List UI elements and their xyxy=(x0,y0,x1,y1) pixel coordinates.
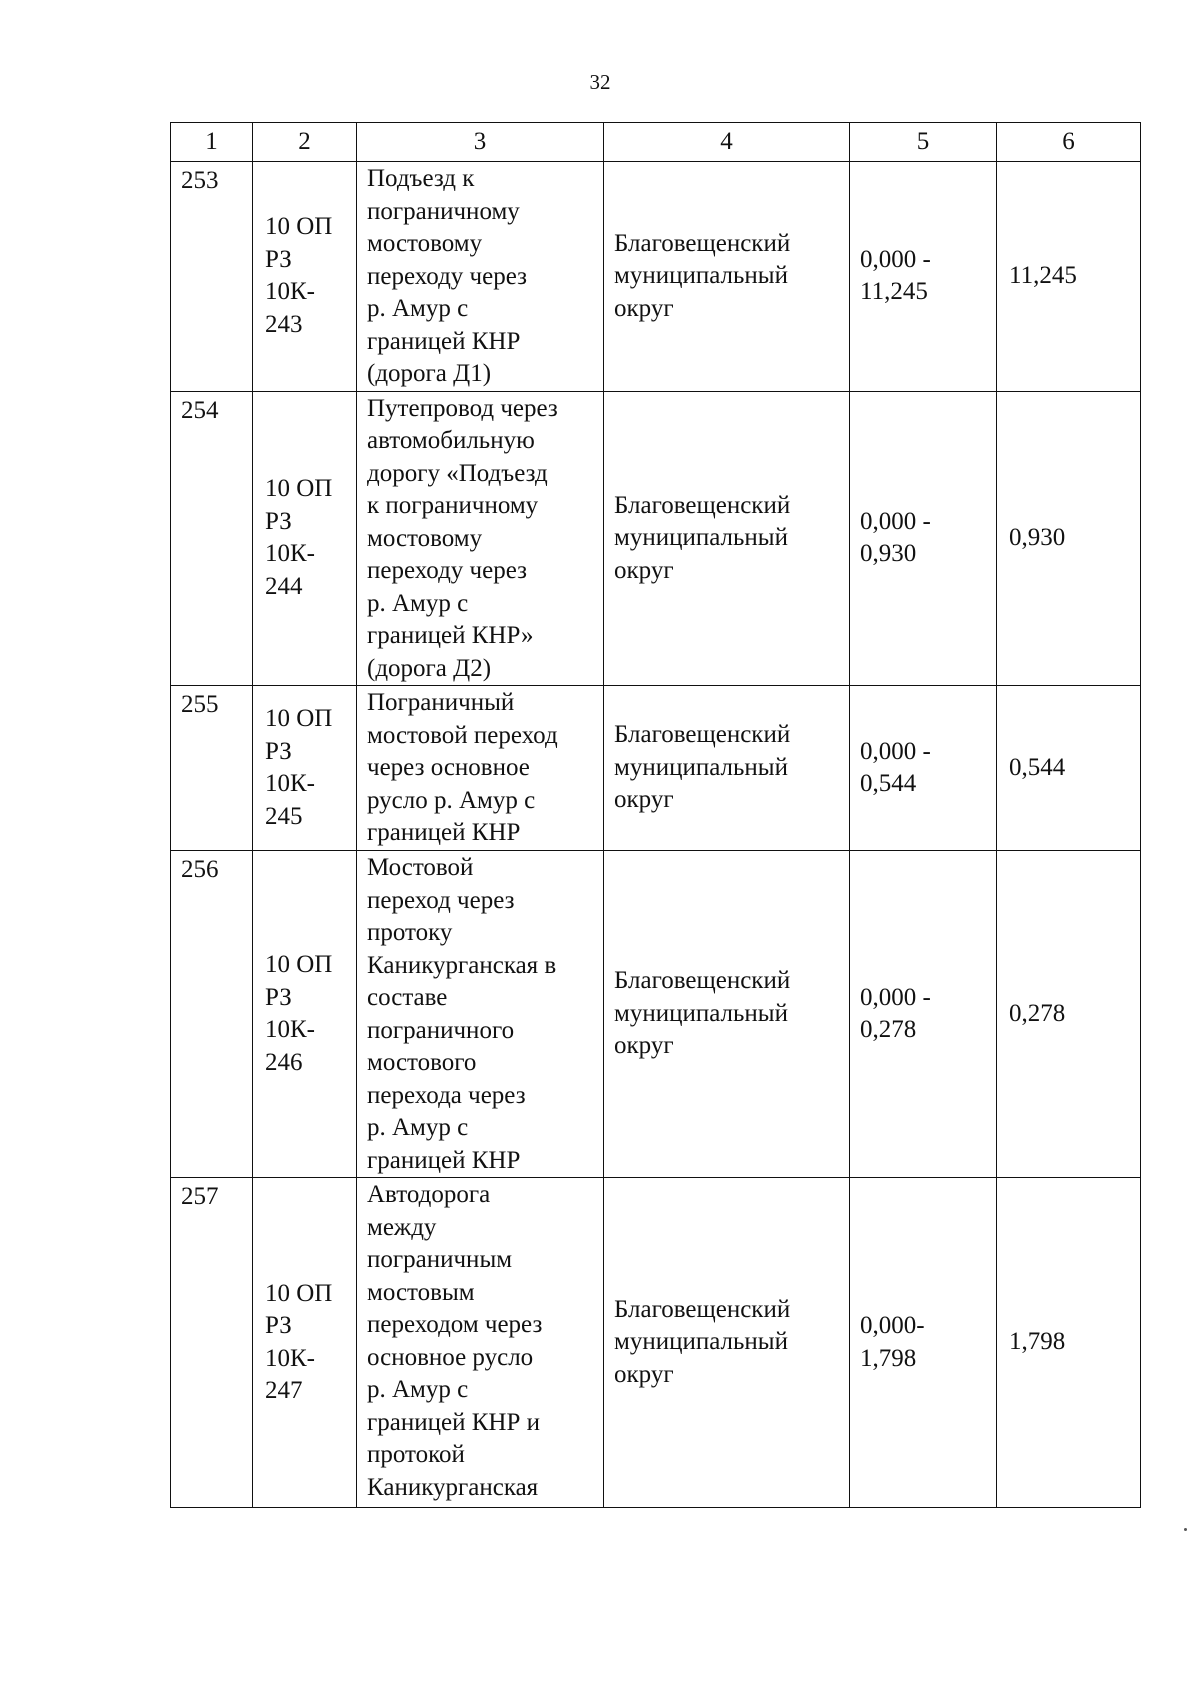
district-cell-line: округ xyxy=(614,786,674,814)
district-cell-line: округ xyxy=(614,556,674,584)
road-name-cell-line: р. Амур с xyxy=(367,1376,469,1403)
district-cell xyxy=(604,162,850,392)
district-cell-line: округ xyxy=(614,294,674,322)
header-col-2: 2 xyxy=(253,123,357,162)
km-range-cell xyxy=(850,851,997,1178)
district-cell-line: Благовещенский xyxy=(614,967,791,995)
road-code-cell xyxy=(253,1178,357,1508)
road-name-cell-line: переходу через xyxy=(367,262,527,290)
road-name-cell-line: русло р. Амур с xyxy=(367,786,536,814)
table-row xyxy=(171,391,1141,686)
road-name-cell-line: Каникурганская xyxy=(367,1473,539,1501)
road-code-cell-line: 10 ОП xyxy=(265,1279,333,1307)
road-name-cell-line: переходу через xyxy=(367,557,527,584)
road-code-cell-line: РЗ xyxy=(265,983,292,1011)
road-code-cell xyxy=(253,391,357,686)
road-name-cell-line: границей КНР xyxy=(367,1146,521,1174)
row-number-cell: 256 xyxy=(171,851,253,1178)
road-table-container xyxy=(170,122,1141,1508)
length-cell: 0,544 xyxy=(997,686,1141,851)
km-range-cell-line: 1,798 xyxy=(860,1344,917,1372)
road-name-cell-line: протокой xyxy=(367,1441,465,1468)
km-range-cell-line: 0,544 xyxy=(860,770,917,797)
road-name-cell xyxy=(357,391,604,686)
district-cell-line: муниципальный xyxy=(614,524,788,551)
road-name-cell-line: мостовому xyxy=(367,524,483,552)
road-code-cell-line: РЗ xyxy=(265,245,292,273)
road-name-cell xyxy=(357,1178,604,1508)
district-cell-line: муниципальный xyxy=(614,262,788,289)
table-body xyxy=(171,162,1141,1508)
road-code-cell-line: 10 ОП xyxy=(265,705,333,732)
road-name-cell-line: границей КНР xyxy=(367,327,521,355)
road-table xyxy=(170,122,1141,1508)
road-name-cell-line: (дорога Д1) xyxy=(367,360,492,387)
road-name-cell xyxy=(357,162,604,392)
length-cell: 0,278 xyxy=(997,851,1141,1178)
road-name-cell-line: дорогу «Подъезд xyxy=(367,459,548,487)
district-cell-line: Благовещенский xyxy=(614,491,791,519)
road-name-cell-line: мостового xyxy=(367,1049,477,1076)
table-row xyxy=(171,851,1141,1178)
road-name-cell-line: переход через xyxy=(367,886,515,914)
road-name-cell-line: составе xyxy=(367,984,448,1011)
road-name-cell-line: р. Амур с xyxy=(367,295,469,322)
road-name-cell-line: (дорога Д2) xyxy=(367,654,492,682)
km-range-cell-line: 0,000 - xyxy=(860,983,931,1011)
header-row xyxy=(171,123,1141,162)
road-name-cell-line: через основное xyxy=(367,754,530,781)
road-code-cell-line: РЗ xyxy=(265,507,292,535)
road-name-cell-line: автомобильную xyxy=(367,427,535,454)
road-name-cell-line: пограничному xyxy=(367,197,520,225)
km-range-cell xyxy=(850,391,997,686)
km-range-cell-line: 0,278 xyxy=(860,1016,917,1043)
road-name-cell-line: границей КНР и xyxy=(367,1408,540,1436)
road-name-cell-line: мостовым xyxy=(367,1278,475,1306)
road-code-cell-line: 10К- xyxy=(265,1344,315,1372)
road-name-cell-line: пограничного xyxy=(367,1016,515,1044)
length-cell: 0,930 xyxy=(997,391,1141,686)
road-code-cell xyxy=(253,686,357,851)
length-cell: 11,245 xyxy=(997,162,1141,392)
road-name-cell-line: между xyxy=(367,1213,437,1241)
row-number-cell: 255 xyxy=(171,686,253,851)
road-code-cell-line: 10К- xyxy=(265,278,315,306)
district-cell-line: муниципальный xyxy=(614,1328,788,1356)
header-col-5: 5 xyxy=(850,123,997,162)
road-code-cell-line: 10К- xyxy=(265,540,315,568)
header-col-1: 1 xyxy=(171,123,253,162)
road-name-cell-line: границей КНР xyxy=(367,819,521,846)
district-cell-line: муниципальный xyxy=(614,753,788,781)
row-number-cell: 254 xyxy=(171,391,253,686)
district-cell-line: муниципальный xyxy=(614,999,788,1027)
km-range-cell-line: 0,000 - xyxy=(860,737,931,765)
district-cell xyxy=(604,1178,850,1508)
road-code-cell xyxy=(253,162,357,392)
table-row xyxy=(171,686,1141,851)
road-name-cell-line: р. Амур с xyxy=(367,589,469,617)
page-number: 32 xyxy=(589,70,611,94)
road-code-cell-line: 245 xyxy=(265,802,303,830)
district-cell xyxy=(604,391,850,686)
road-code-cell xyxy=(253,851,357,1178)
road-name-cell-line: Каникурганская в xyxy=(367,951,557,979)
road-code-cell-line: РЗ xyxy=(265,1312,292,1339)
road-name-cell-line: Автодорога xyxy=(367,1181,491,1208)
row-number-cell: 257 xyxy=(171,1178,253,1508)
road-code-cell-line: 10 ОП xyxy=(265,213,333,241)
district-cell-line: округ xyxy=(614,1360,674,1388)
road-name-cell-line: переходом через xyxy=(367,1311,543,1338)
district-cell xyxy=(604,851,850,1178)
road-name-cell-line: пограничным xyxy=(367,1246,513,1273)
district-cell-line: Благовещенский xyxy=(614,1295,791,1323)
road-name-cell-line: границей КНР» xyxy=(367,622,534,649)
km-range-cell-line: 0,000- xyxy=(860,1312,925,1339)
road-name-cell xyxy=(357,851,604,1178)
km-range-cell xyxy=(850,162,997,392)
header-col-3: 3 xyxy=(357,123,604,162)
district-cell-line: Благовещенский xyxy=(614,721,791,749)
road-code-cell-line: 243 xyxy=(265,310,303,338)
road-name-cell-line: протоку xyxy=(367,919,453,946)
road-name-cell-line: мостовому xyxy=(367,230,483,257)
road-code-cell-line: 10К- xyxy=(265,1016,315,1043)
road-code-cell-line: 10 ОП xyxy=(265,951,333,978)
length-cell: 1,798 xyxy=(997,1178,1141,1508)
district-cell-line: Благовещенский xyxy=(614,229,791,257)
km-range-cell-line: 0,930 xyxy=(860,540,917,568)
table-row xyxy=(171,162,1141,392)
road-code-cell-line: 246 xyxy=(265,1048,303,1076)
road-name-cell-line: мостовой переход xyxy=(367,721,558,749)
km-range-cell-line: 0,000 - xyxy=(860,507,931,535)
km-range-cell xyxy=(850,686,997,851)
road-code-cell-line: 247 xyxy=(265,1377,303,1404)
km-range-cell xyxy=(850,1178,997,1508)
header-col-6: 6 xyxy=(997,123,1141,162)
road-name-cell-line: Подъезд к xyxy=(367,165,475,192)
district-cell-line: округ xyxy=(614,1032,674,1060)
road-name-cell-line: Путепровод через xyxy=(367,394,558,422)
road-code-cell-line: 10К- xyxy=(265,770,315,797)
header-col-4: 4 xyxy=(604,123,850,162)
road-name-cell-line: р. Амур с xyxy=(367,1114,469,1141)
road-code-cell-line: 244 xyxy=(265,572,303,600)
road-code-cell-line: РЗ xyxy=(265,737,292,765)
road-name-cell-line: Мостовой xyxy=(367,854,474,881)
district-cell xyxy=(604,686,850,851)
road-name-cell-line: основное русло xyxy=(367,1343,534,1371)
road-name-cell-line: перехода через xyxy=(367,1081,526,1109)
row-number-cell: 253 xyxy=(171,162,253,392)
scan-speck xyxy=(1184,1528,1187,1531)
table-row xyxy=(171,1178,1141,1508)
road-name-cell-line: к пограничному xyxy=(367,492,539,519)
km-range-cell-line: 11,245 xyxy=(860,278,928,306)
road-name-cell xyxy=(357,686,604,851)
km-range-cell-line: 0,000 - xyxy=(860,245,931,273)
road-name-cell-line: Пограничный xyxy=(367,689,515,716)
road-code-cell-line: 10 ОП xyxy=(265,475,333,503)
